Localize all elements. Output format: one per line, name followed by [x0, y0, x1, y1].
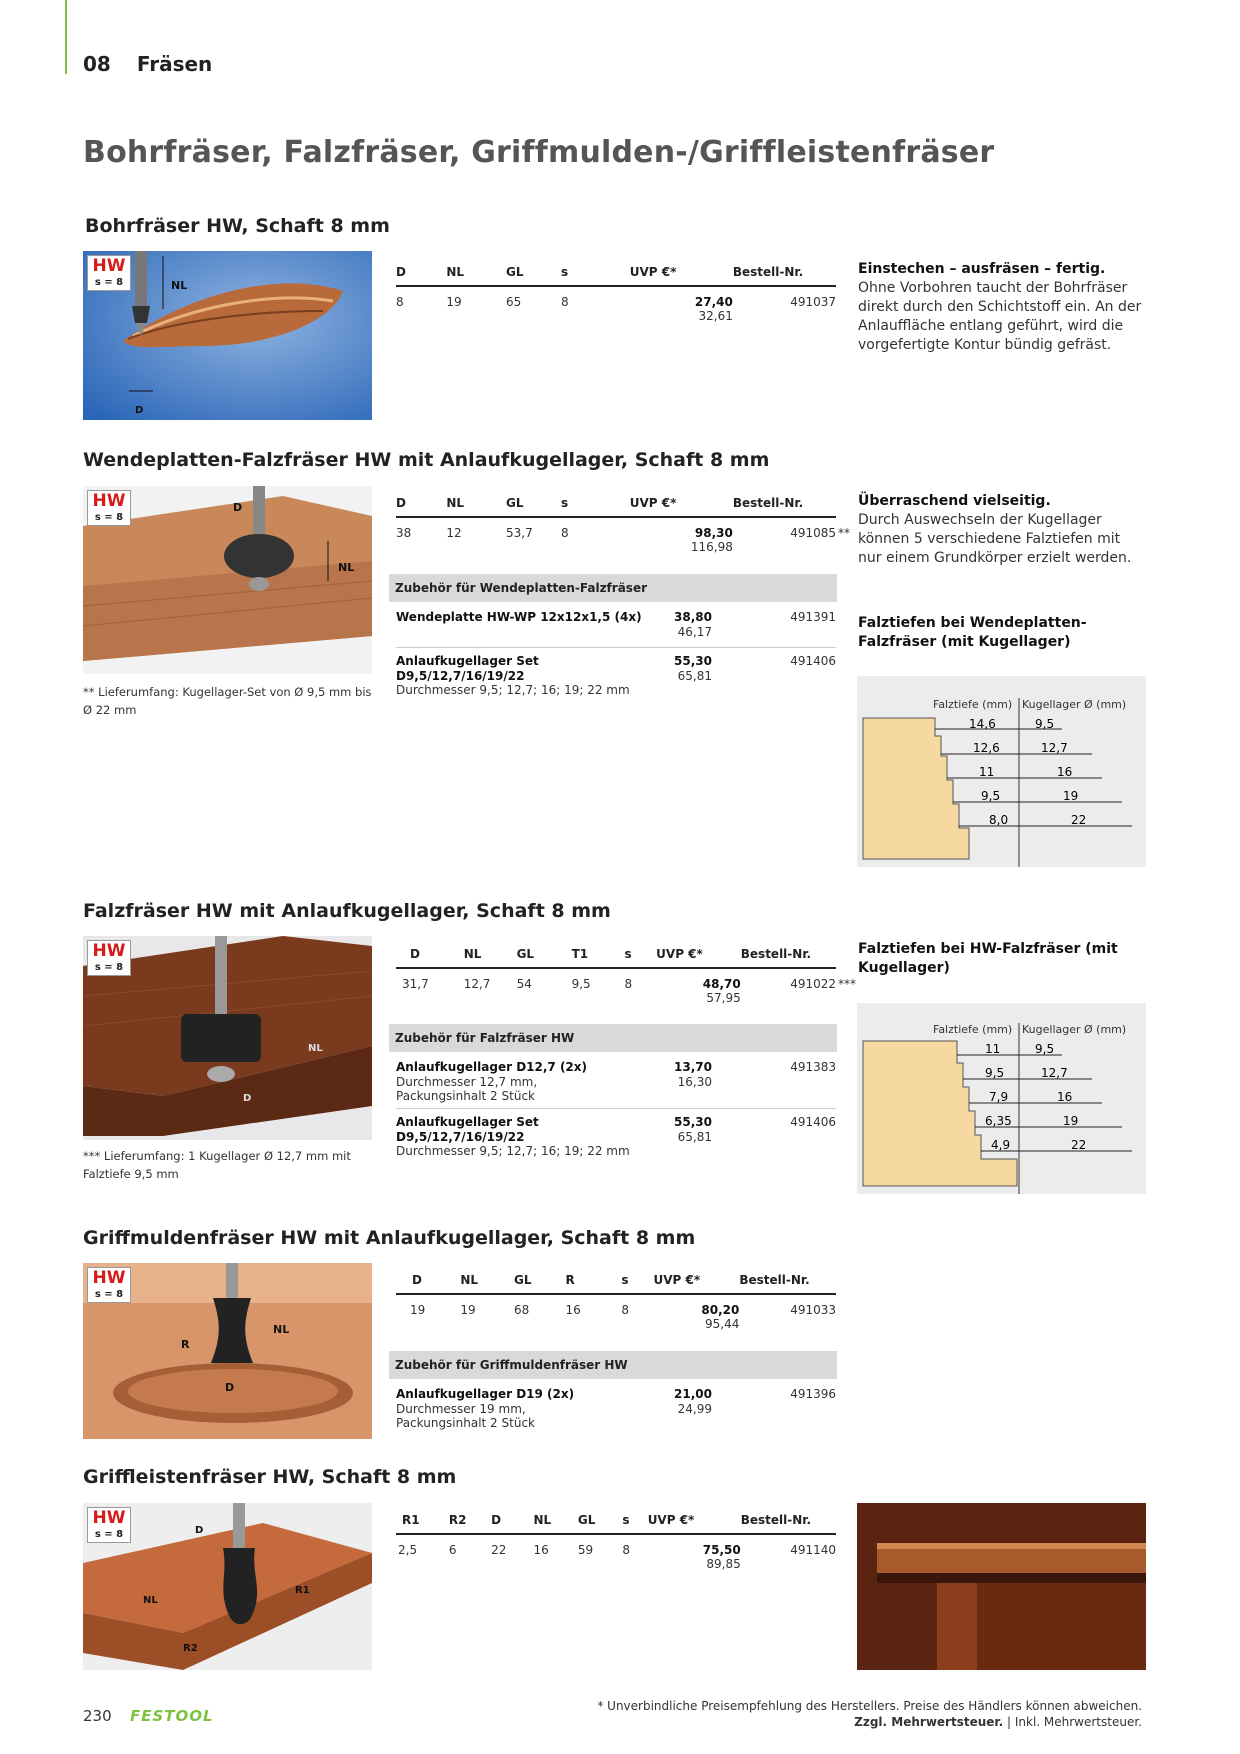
diagram-value: 11	[979, 765, 995, 779]
diagram-value: 4,9	[991, 1138, 1011, 1152]
diagram-value: 19	[1063, 1114, 1079, 1128]
product-image-griffleisten	[83, 1503, 372, 1670]
chapter-header: 08 Fräsen	[83, 52, 213, 76]
hw-badge: HW s = 8	[87, 1507, 131, 1543]
product-image-griffmulden	[83, 1263, 372, 1439]
hw-badge: HW s = 8	[87, 940, 131, 976]
table-row: 19 19 68 16 8 80,20 95,44 491033	[410, 1303, 836, 1331]
diagram-value: 9,5	[1035, 1042, 1055, 1056]
description-s1: Einstechen – ausfräsen – fertig. Ohne Vorbohren taucht der Bohrfräser direkt durch den Schichtstoff ein. An der Anlauffläche entlang geführt, wird die vorgefertigte Kontur bündig gefräst.	[858, 261, 1142, 353]
diagram-header-bearing: Kugellager Ø (mm)	[1022, 1023, 1127, 1036]
svg-text:NL: NL	[143, 1595, 158, 1606]
diagram-value: 9,5	[985, 1066, 1005, 1080]
product-image-bohrfraeser	[83, 251, 372, 420]
diagram-header-depth: Falztiefe (mm)	[933, 1023, 1013, 1036]
diagram-value: 19	[1063, 789, 1079, 803]
diagram-value: 8,0	[989, 813, 1009, 827]
svg-text:D: D	[225, 1381, 235, 1394]
section-title-wendeplatten: Wendeplatten-Falzfräser HW mit Anlaufkugellager, Schaft 8 mm	[83, 449, 770, 471]
diagram-value: 22	[1071, 813, 1087, 827]
svg-text:D: D	[233, 501, 243, 514]
svg-text:D: D	[195, 1525, 204, 1536]
product-image-wendeplatten	[83, 486, 372, 674]
diagram-value: 16	[1057, 765, 1073, 779]
festool-logo: FESTOOL	[130, 1707, 214, 1725]
spec-table-s1: D NL GL s UVP €* Bestell-Nr. 8 19 65 8 27,40 32,61 491037	[396, 255, 836, 323]
hw-badge: HW s = 8	[87, 490, 131, 526]
footnote-price: * Unverbindliche Preisempfehlung des Herstellers. Preise des Händlers können abweichen.	[597, 1699, 1142, 1713]
footnote-s3: *** Lieferumfang: 1 Kugellager Ø 12,7 mm mit Falztiefe 9,5 mm	[83, 1149, 351, 1181]
diagram-value: 9,5	[981, 789, 1001, 803]
table-row: 38 12 53,7 8 98,30 116,98 491085 **	[396, 526, 850, 554]
diagram-value: 6,35	[985, 1114, 1012, 1128]
diagram-value: 7,9	[989, 1090, 1009, 1104]
table-row: 31,7 12,7 54 9,5 8 48,70 57,95 491022 ***	[402, 977, 856, 1005]
svg-text:R1: R1	[295, 1585, 310, 1596]
section-title-griffleisten: Griffleistenfräser HW, Schaft 8 mm	[83, 1466, 457, 1488]
svg-text:NL: NL	[273, 1323, 290, 1336]
accessory-header-s3: Zubehör für Falzfräser HW	[389, 1024, 837, 1052]
diagram-header-bearing: Kugellager Ø (mm)	[1022, 698, 1127, 711]
section-title-falzfraeser: Falzfräser HW mit Anlaufkugellager, Schaft 8 mm	[83, 900, 611, 922]
diagram-value: 12,7	[1041, 741, 1068, 755]
description-s2: Überraschend vielseitig. Durch Auswechseln der Kugellager können 5 verschiedene Falztiefen mit nur einem Grundkörper erzielt werden.	[858, 493, 1132, 566]
accent-bar	[65, 0, 67, 74]
svg-text:R2: R2	[183, 1643, 198, 1654]
diagram-title-s2: Falztiefen bei Wendeplatten-Falzfräser (mit Kugellager)	[858, 615, 1087, 650]
accessory-row: Anlaufkugellager D12,7 (2x) Durchmesser 12,7 mm, Packungsinhalt 2 Stück 13,70 16,30 491383	[396, 1060, 836, 1103]
hw-badge: HW s = 8	[87, 1267, 131, 1303]
diagram-value: 22	[1071, 1138, 1087, 1152]
diagram-value: 12,6	[973, 741, 1000, 755]
accessory-row: Anlaufkugellager Set D9,5/12,7/16/19/22 Durchmesser 9,5; 12,7; 16; 19; 22 mm 55,30 65,81 491406	[396, 1115, 836, 1158]
footnote-s2: ** Lieferumfang: Kugellager-Set von Ø 9,5 mm bis Ø 22 mm	[83, 685, 372, 717]
accessory-header-s2: Zubehör für Wendeplatten-Falzfräser	[389, 574, 837, 602]
svg-text:R: R	[181, 1338, 190, 1351]
product-image-falzfraeser	[83, 936, 372, 1140]
table-row: 2,5 6 22 16 59 8 75,50 89,85 491140	[398, 1543, 836, 1571]
accessory-row: Anlaufkugellager Set D9,5/12,7/16/19/22 Durchmesser 9,5; 12,7; 16; 19; 22 mm 55,30 65,81 491406	[396, 654, 836, 697]
diagram-value: 11	[985, 1042, 1001, 1056]
table-row: 8 19 65 8 27,40 32,61 491037	[396, 295, 836, 323]
accessory-row: Wendeplatte HW-WP 12x12x1,5 (4x) 38,80 46,17 491391	[396, 610, 836, 639]
page-number: 230	[83, 1707, 112, 1725]
diagram-value: 16	[1057, 1090, 1073, 1104]
diagram-title-s3: Falztiefen bei HW-Falzfräser (mit Kugellager)	[858, 941, 1118, 976]
rebate-depth-diagram-s2	[857, 676, 1146, 867]
svg-text:NL: NL	[308, 1043, 323, 1054]
diagram-value: 12,7	[1041, 1066, 1068, 1080]
diagram-value: 14,6	[969, 717, 996, 731]
svg-text:NL: NL	[338, 561, 355, 574]
spec-table-s3: D NL GL T1 s UVP €* Bestell-Nr. 31,7 12,7 54 9,5 8 48,70 57,95 491022 ***	[396, 937, 836, 1005]
diagram-value: 9,5	[1035, 717, 1055, 731]
spec-table-s5: R1 R2 D NL GL s UVP €* Bestell-Nr. 2,5 6 22 16 59 8 75,50 89,85 491140	[396, 1503, 836, 1571]
diagram-header-depth: Falztiefe (mm)	[933, 698, 1013, 711]
spec-table-s4: D NL GL R s UVP €* Bestell-Nr. 19 19 68 16 8 80,20 95,44 491033	[396, 1263, 836, 1331]
divider	[396, 1108, 836, 1109]
section-title-griffmulden: Griffmuldenfräser HW mit Anlaufkugellager, Schaft 8 mm	[83, 1227, 696, 1249]
page-title: Bohrfräser, Falzfräser, Griffmulden-/Griffleistenfräser	[83, 135, 995, 170]
svg-text:NL: NL	[171, 279, 188, 292]
accessory-row: Anlaufkugellager D19 (2x) Durchmesser 19 mm, Packungsinhalt 2 Stück 21,00 24,99 491396	[396, 1387, 836, 1430]
application-image-griffleisten	[857, 1503, 1146, 1670]
spec-table-s2: D NL GL s UVP €* Bestell-Nr. 38 12 53,7 8 98,30 116,98 491085 **	[396, 486, 836, 554]
section-title-bohrfraeser: Bohrfräser HW, Schaft 8 mm	[85, 215, 390, 237]
footnote-tax: Zzgl. Mehrwertsteuer. | Inkl. Mehrwertsteuer.	[854, 1715, 1142, 1729]
divider	[396, 647, 836, 648]
accessory-header-s4: Zubehör für Griffmuldenfräser HW	[389, 1351, 837, 1379]
rebate-depth-diagram-s3	[857, 1003, 1146, 1194]
hw-badge: HW s = 8	[87, 255, 131, 291]
svg-text:D: D	[243, 1093, 252, 1104]
svg-text:D: D	[135, 405, 144, 416]
